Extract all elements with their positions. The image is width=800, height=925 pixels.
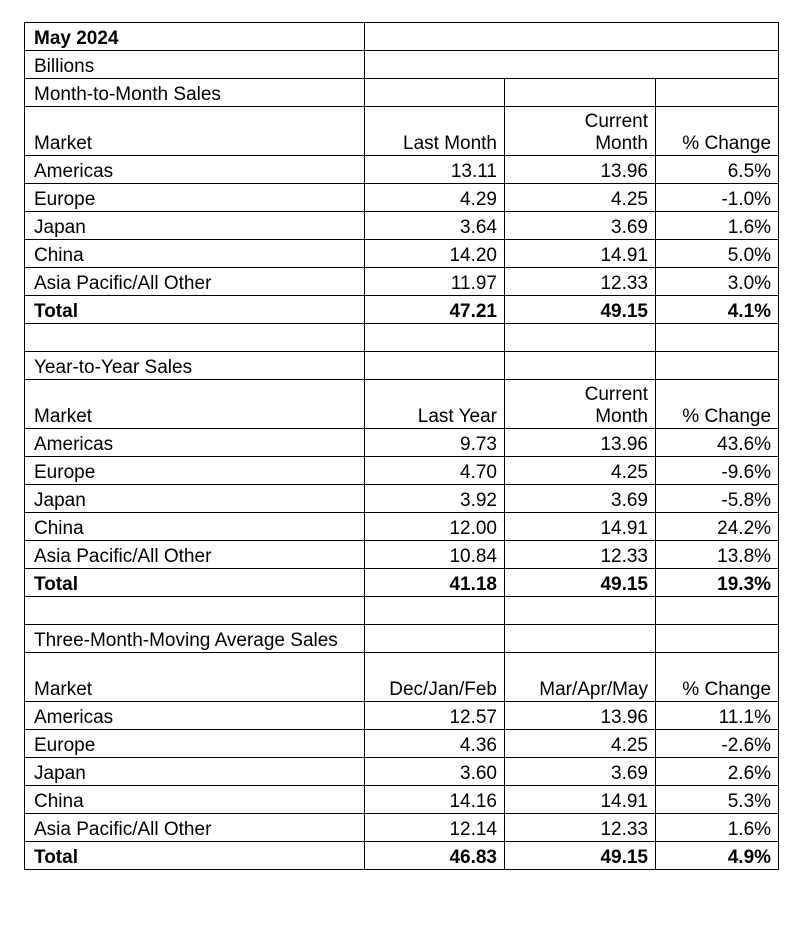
section-heading-row (25, 625, 779, 653)
market-cell: China (25, 240, 365, 268)
value-cell: 14.91 (505, 786, 656, 814)
total-value: 47.21 (365, 296, 505, 324)
section-heading: Month-to-Month Sales (25, 79, 365, 107)
value-cell: 14.16 (365, 786, 505, 814)
column-header: Dec/Jan/Feb (365, 653, 505, 702)
units-row-empty (365, 51, 779, 79)
value-cell: 24.2% (656, 513, 779, 541)
value-cell: 12.00 (365, 513, 505, 541)
value-cell: 11.97 (365, 268, 505, 296)
spacer-cell (25, 597, 365, 625)
column-header: Last Year (365, 380, 505, 429)
value-cell: -2.6% (656, 730, 779, 758)
table-row (25, 541, 779, 569)
value-cell: 13.11 (365, 156, 505, 184)
sales-table (24, 22, 779, 870)
value-cell: 13.96 (505, 429, 656, 457)
column-header-line: Month (595, 406, 648, 427)
table-row (25, 457, 779, 485)
table-row (25, 513, 779, 541)
value-cell: 13.96 (505, 156, 656, 184)
spacer-row (25, 597, 779, 625)
spacer-cell (25, 324, 365, 352)
section-heading-empty (656, 352, 779, 380)
value-cell: 13.8% (656, 541, 779, 569)
column-header: % Change (656, 653, 779, 702)
total-label: Total (25, 569, 365, 597)
spacer-cell (656, 324, 779, 352)
total-label: Total (25, 296, 365, 324)
market-cell: Japan (25, 212, 365, 240)
table-row (25, 156, 779, 184)
value-cell: 2.6% (656, 758, 779, 786)
value-cell: 11.1% (656, 702, 779, 730)
column-header (505, 107, 656, 156)
market-cell: Americas (25, 429, 365, 457)
table-row (25, 240, 779, 268)
total-row (25, 842, 779, 870)
table-row (25, 485, 779, 513)
value-cell: 9.73 (365, 429, 505, 457)
section-heading: Year-to-Year Sales (25, 352, 365, 380)
column-header (505, 380, 656, 429)
market-cell: Americas (25, 702, 365, 730)
market-cell: Americas (25, 156, 365, 184)
column-header-row (25, 380, 779, 429)
table-row (25, 268, 779, 296)
total-value: 49.15 (505, 842, 656, 870)
section-heading-empty (656, 625, 779, 653)
spacer-cell (505, 324, 656, 352)
section-heading-empty (505, 625, 656, 653)
value-cell: 6.5% (656, 156, 779, 184)
document-units: Billions (25, 51, 365, 79)
market-cell: Europe (25, 457, 365, 485)
total-value: 4.9% (656, 842, 779, 870)
market-cell: Europe (25, 184, 365, 212)
section-heading-empty (656, 79, 779, 107)
value-cell: 12.57 (365, 702, 505, 730)
value-cell: 14.91 (505, 513, 656, 541)
section-heading-empty (365, 79, 505, 107)
column-header: % Change (656, 380, 779, 429)
total-row (25, 296, 779, 324)
value-cell: 13.96 (505, 702, 656, 730)
value-cell: 12.33 (505, 541, 656, 569)
column-header: Last Month (365, 107, 505, 156)
table-row (25, 212, 779, 240)
table-row (25, 814, 779, 842)
market-cell: Asia Pacific/All Other (25, 268, 365, 296)
value-cell: -1.0% (656, 184, 779, 212)
column-header: Mar/Apr/May (505, 653, 656, 702)
market-cell: Asia Pacific/All Other (25, 814, 365, 842)
units-row (25, 51, 779, 79)
value-cell: 3.69 (505, 212, 656, 240)
column-header-line: Month (595, 133, 648, 154)
document-title: May 2024 (25, 23, 365, 51)
table-row (25, 730, 779, 758)
total-value: 19.3% (656, 569, 779, 597)
value-cell: 12.14 (365, 814, 505, 842)
value-cell: 14.20 (365, 240, 505, 268)
column-header: Market (25, 107, 365, 156)
total-value: 46.83 (365, 842, 505, 870)
value-cell: 12.33 (505, 814, 656, 842)
column-header-row (25, 653, 779, 702)
section-heading-empty (505, 352, 656, 380)
value-cell: 43.6% (656, 429, 779, 457)
value-cell: 1.6% (656, 814, 779, 842)
value-cell: 4.25 (505, 730, 656, 758)
value-cell: 5.0% (656, 240, 779, 268)
total-value: 49.15 (505, 296, 656, 324)
column-header: % Change (656, 107, 779, 156)
total-value: 4.1% (656, 296, 779, 324)
total-value: 41.18 (365, 569, 505, 597)
column-header-line: Current (584, 111, 648, 132)
column-header: Market (25, 653, 365, 702)
value-cell: -9.6% (656, 457, 779, 485)
sales-table-body (25, 23, 779, 870)
value-cell: 3.69 (505, 758, 656, 786)
table-row (25, 702, 779, 730)
total-value: 49.15 (505, 569, 656, 597)
section-heading-empty (505, 79, 656, 107)
market-cell: China (25, 513, 365, 541)
value-cell: 14.91 (505, 240, 656, 268)
table-row (25, 429, 779, 457)
market-cell: Japan (25, 485, 365, 513)
value-cell: 3.0% (656, 268, 779, 296)
section-heading: Three-Month-Moving Average Sales (25, 625, 365, 653)
value-cell: 3.64 (365, 212, 505, 240)
table-row (25, 758, 779, 786)
market-cell: Asia Pacific/All Other (25, 541, 365, 569)
market-cell: China (25, 786, 365, 814)
table-row (25, 786, 779, 814)
section-heading-row (25, 352, 779, 380)
value-cell: 4.70 (365, 457, 505, 485)
value-cell: 3.92 (365, 485, 505, 513)
value-cell: 4.25 (505, 184, 656, 212)
section-heading-row (25, 79, 779, 107)
value-cell: 4.36 (365, 730, 505, 758)
table-row (25, 184, 779, 212)
value-cell: 1.6% (656, 212, 779, 240)
section-heading-empty (365, 625, 505, 653)
spacer-cell (365, 324, 505, 352)
total-row (25, 569, 779, 597)
value-cell: 4.25 (505, 457, 656, 485)
value-cell: 12.33 (505, 268, 656, 296)
value-cell: 4.29 (365, 184, 505, 212)
column-header-row (25, 107, 779, 156)
total-label: Total (25, 842, 365, 870)
section-heading-empty (365, 352, 505, 380)
spacer-cell (365, 597, 505, 625)
market-cell: Europe (25, 730, 365, 758)
value-cell: 5.3% (656, 786, 779, 814)
spacer-cell (656, 597, 779, 625)
spacer-cell (505, 597, 656, 625)
value-cell: 10.84 (365, 541, 505, 569)
value-cell: -5.8% (656, 485, 779, 513)
value-cell: 3.60 (365, 758, 505, 786)
column-header: Market (25, 380, 365, 429)
spacer-row (25, 324, 779, 352)
title-row-empty (365, 23, 779, 51)
value-cell: 3.69 (505, 485, 656, 513)
title-row (25, 23, 779, 51)
market-cell: Japan (25, 758, 365, 786)
column-header-line: Current (584, 384, 648, 405)
